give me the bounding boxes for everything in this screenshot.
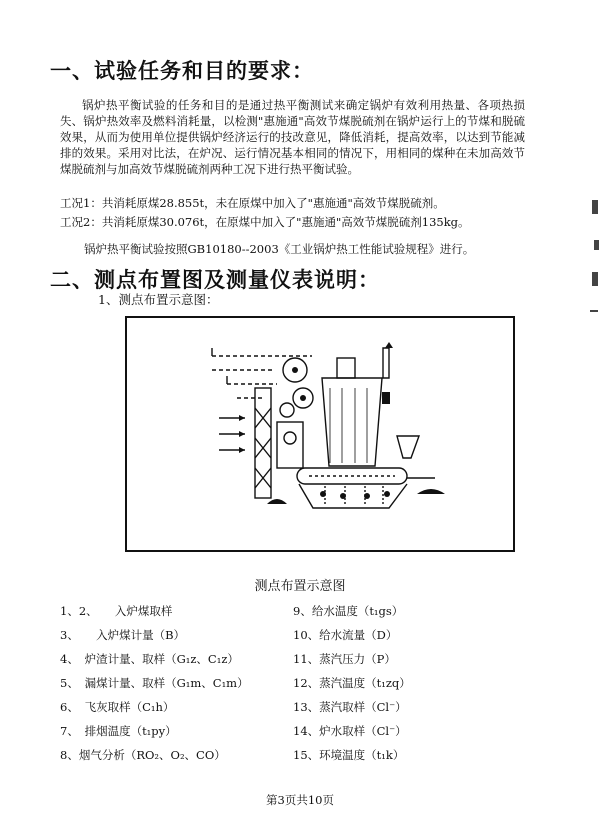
diagram-subheading: 1、测点布置示意图： (98, 292, 219, 307)
scan-edge-mark (592, 272, 598, 286)
legend-item-13: 13、蒸汽取样（Cl⁻） (293, 700, 407, 714)
scan-edge-mark (594, 240, 599, 250)
legend-item-7: 7、 排烟温度（t₁py） (60, 724, 177, 738)
standard-line: 锅炉热平衡试验按照GB10180--2003《工业锅炉热工性能试验规程》进行。 (84, 242, 475, 256)
legend-item-14: 14、炉水取样（Cl⁻） (293, 724, 407, 738)
scan-edge-mark (590, 310, 598, 312)
section-2-heading: 二、测点布置图及测量仪表说明： (50, 268, 380, 292)
legend-item-11: 11、蒸汽压力（P） (293, 652, 396, 666)
page-footer: 第3页共10页 (266, 793, 334, 807)
diagram-caption: 测点布置示意图 (254, 579, 346, 594)
legend-item-4: 4、 炉渣计量、取样（G₁z、C₁z） (60, 652, 239, 666)
legend-item-12: 12、蒸汽温度（t₁zq） (293, 676, 411, 690)
legend-item-5: 5、 漏煤计量、取样（G₁m、C₁m） (60, 676, 249, 690)
legend-item-9: 9、给水温度（t₁gs） (293, 604, 404, 618)
legend-item-15: 15、环境温度（t₁k） (293, 748, 405, 762)
task-paragraph: 锅炉热平衡试验的任务和目的是通过热平衡测试来确定锅炉有效利用热量、各项热损失、锅炉热效率及燃料消耗量，以检测"惠施通"高效节煤脱硫剂在锅炉运行上的节煤和脱硫效果，从而为使用单位提供锅炉经济运行的技改意见，降低消耗，提高效率，以达到节能减排的效果。采用对比法，在炉况、运行情况基本相同的情况下，用相同的煤种在未加高效节煤脱硫剂与加高效节煤脱硫剂两种工况下进行热平衡试验。 (60, 98, 525, 176)
measurement-point-diagram (125, 316, 515, 552)
condition-2-line: 工况2：共消耗原煤30.076t，在原煤中加入了"惠施通"高效节煤脱硫剂135kg。 (60, 215, 470, 229)
legend-item-10: 10、给水流量（D） (293, 628, 398, 642)
boiler-schematic (127, 318, 513, 550)
legend-item-6: 6、 飞灰取样（C₁h） (60, 700, 175, 714)
section-1-heading: 一、试验任务和目的要求： (50, 59, 314, 83)
scan-edge-mark (592, 200, 598, 214)
legend-item-3: 3、 入炉煤计量（B） (60, 628, 186, 642)
legend-item-1: 1、2、 入炉煤取样 (60, 604, 173, 618)
condition-1-line: 工况1：共消耗原煤28.855t，未在原煤中加入了"惠施通"高效节煤脱硫剂。 (60, 196, 445, 210)
legend-item-8: 8、烟气分析（RO₂、O₂、CO） (60, 748, 226, 762)
